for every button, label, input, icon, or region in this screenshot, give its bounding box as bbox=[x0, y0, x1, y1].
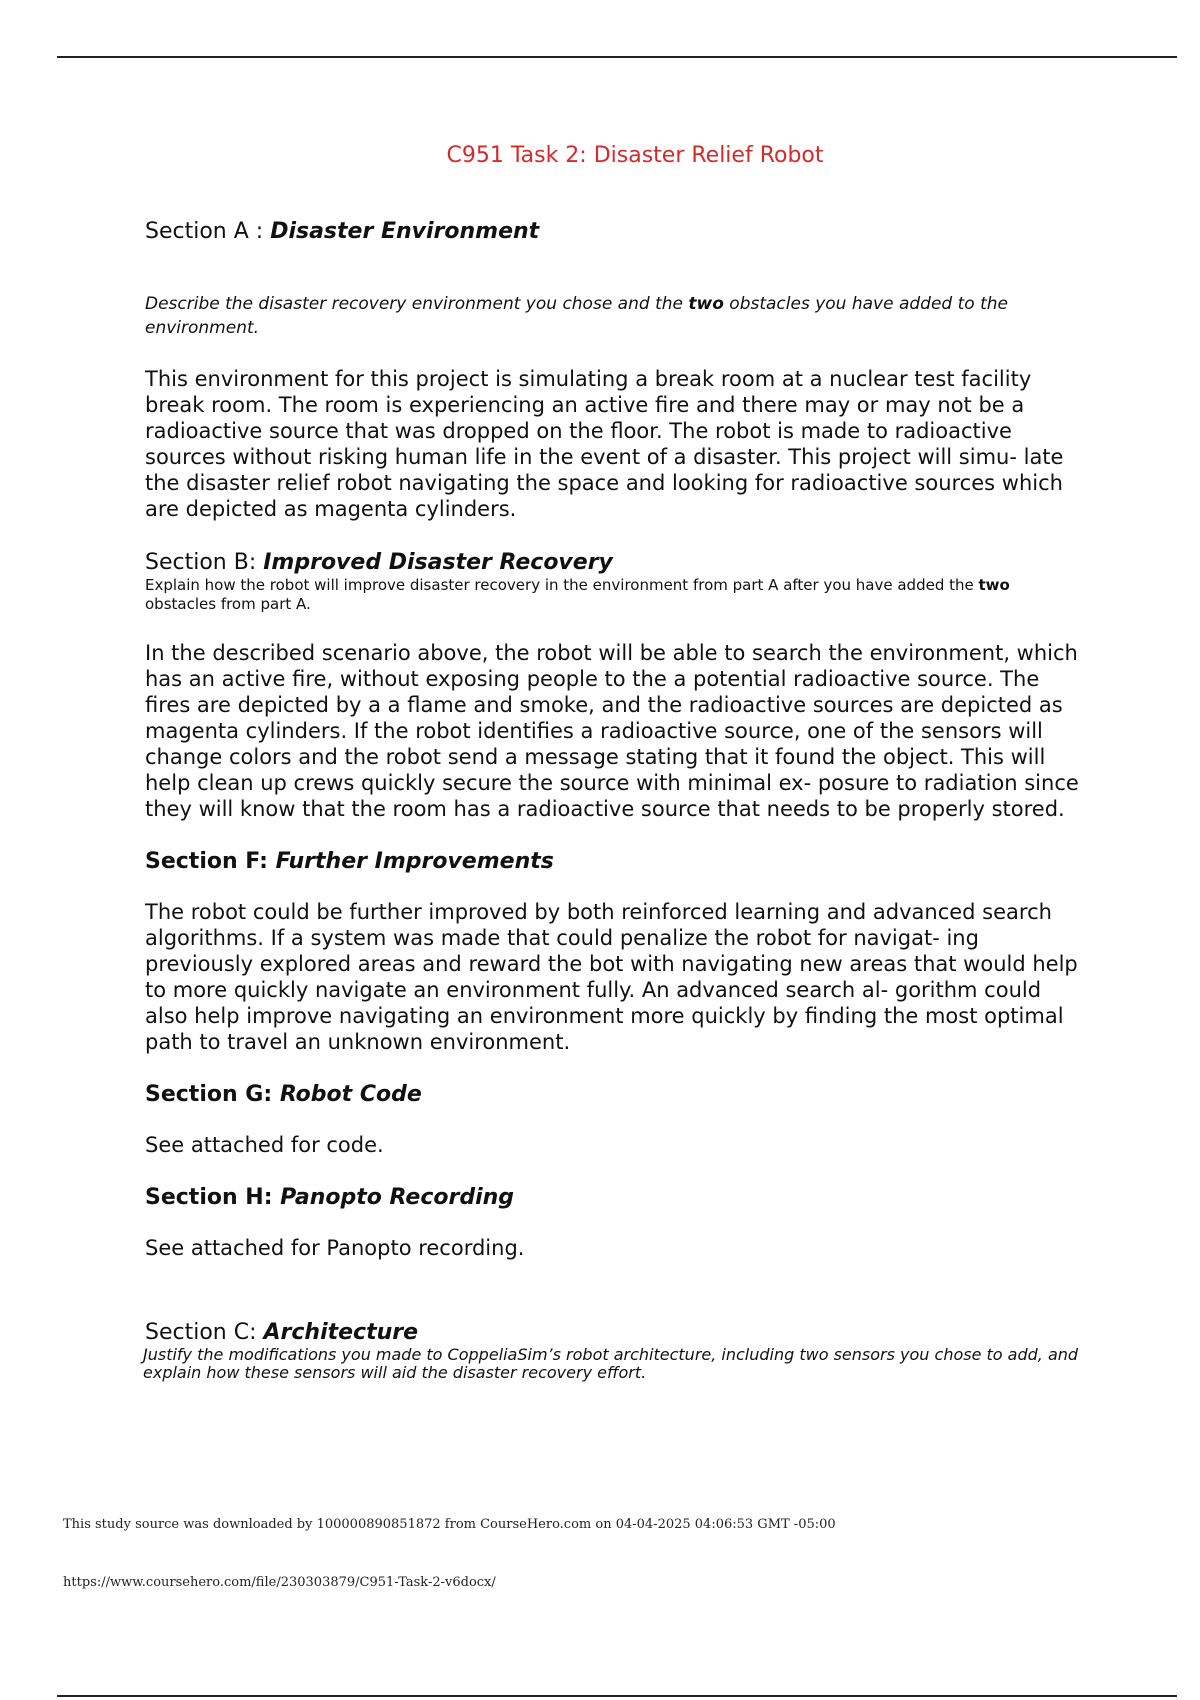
section-f-body: The robot could be further improved by both reinforced learning and advanced search algorithms. If a system was made that could penalize the robot for navigat- ing previously explored areas and reward the bot with navigating new areas that would help to more quickly navigate an environment fully. An advanced search al- gorithm could also help improve navigating an environment more quickly by finding the most optimal path to travel an unknown environment. bbox=[145, 900, 1078, 1054]
section-b-name: Improved Disaster Recovery bbox=[263, 550, 613, 575]
section-c-prompt: Justify the modifications you made to CoppeliaSim’s robot architecture, including two sensors you chose to add, and explain how these sensors will aid the disaster recovery effort. bbox=[143, 1345, 1079, 1382]
section-f-heading bbox=[145, 848, 1085, 875]
section-b-body: In the described scenario above, the robot will be able to search the environment, which has an active fire, without exposing people to the a potential radioactive source. The fires are depicted by a a flame and smoke, and the radioactive sources are depicted as magenta cylinders. If the robot identifies a radioactive source, one of the sensors will change colors and the robot send a message stating that it found the object. This will help clean up crews quickly secure the source with minimal ex- posure to radiation since they will know that the room has a radioactive source that needs to be properly stored. bbox=[145, 641, 1079, 821]
section-b-heading bbox=[145, 549, 1085, 576]
section-c bbox=[145, 1319, 1085, 1382]
section-c-name: Architecture bbox=[263, 1320, 419, 1345]
section-h-body: See attached for Panopto recording. bbox=[145, 1236, 525, 1260]
section-h-name: Panopto Recording bbox=[280, 1185, 515, 1210]
section-f-prefix: Section F: bbox=[145, 849, 276, 874]
top-divider bbox=[57, 56, 1177, 58]
section-a-prompt-part1: Describe the disaster recovery environment you chose and the bbox=[145, 294, 689, 314]
section-b-prompt bbox=[145, 576, 1085, 614]
download-notice: This study source was downloaded by 100000890851872 from CourseHero.com on 04-04-2025 04:06:53 GMT -05:00 bbox=[63, 1517, 836, 1532]
section-h bbox=[145, 1184, 1085, 1261]
section-g-prefix: Section G: bbox=[145, 1082, 280, 1107]
section-a-prompt bbox=[145, 292, 1085, 340]
section-b-prompt-part1: Explain how the robot will improve disaster recovery in the environment from part A after you have added the bbox=[145, 576, 979, 594]
section-b-prompt-part2: obstacles from part A. bbox=[145, 595, 311, 613]
section-b bbox=[145, 549, 1085, 822]
section-c-heading bbox=[145, 1319, 1085, 1346]
section-f bbox=[145, 848, 1085, 1055]
section-h-heading bbox=[145, 1184, 1085, 1211]
section-b-prefix: Section B: bbox=[145, 550, 264, 575]
section-h-prefix: Section H: bbox=[145, 1185, 281, 1210]
section-b-prompt-bold: two bbox=[978, 576, 1010, 594]
section-f-name: Further Improvements bbox=[275, 849, 554, 874]
section-g-name: Robot Code bbox=[279, 1082, 422, 1107]
section-a-heading bbox=[145, 218, 1085, 245]
document-body bbox=[145, 218, 1085, 1382]
document-title: C951 Task 2: Disaster Relief Robot bbox=[446, 143, 824, 168]
bottom-divider bbox=[57, 1695, 1177, 1697]
section-a-prompt-bold: two bbox=[688, 294, 724, 314]
section-a-body: This environment for this project is simulating a break room at a nuclear test facility break room. The room is experiencing an active fire and there may or may not be a radioactive source that was dropped on the floor. The robot is made to radioactive sources without risking human life in the event of a disaster. This project will simu- late the disaster relief robot navigating the space and looking for radioactive sources which are depicted as magenta cylinders. bbox=[145, 367, 1064, 521]
section-a-prefix: Section A : bbox=[145, 219, 271, 244]
section-g bbox=[145, 1081, 1085, 1158]
section-a-name: Disaster Environment bbox=[270, 219, 540, 244]
section-g-heading bbox=[145, 1081, 1085, 1108]
source-url[interactable]: https://www.coursehero.com/file/230303879/C951-Task-2-v6docx/ bbox=[63, 1575, 496, 1590]
section-c-prefix: Section C: bbox=[145, 1320, 264, 1345]
section-a-prompt-part2: obstacles you have added to the environment. bbox=[145, 294, 1008, 338]
section-g-body: See attached for code. bbox=[145, 1133, 384, 1157]
section-a bbox=[145, 218, 1085, 522]
